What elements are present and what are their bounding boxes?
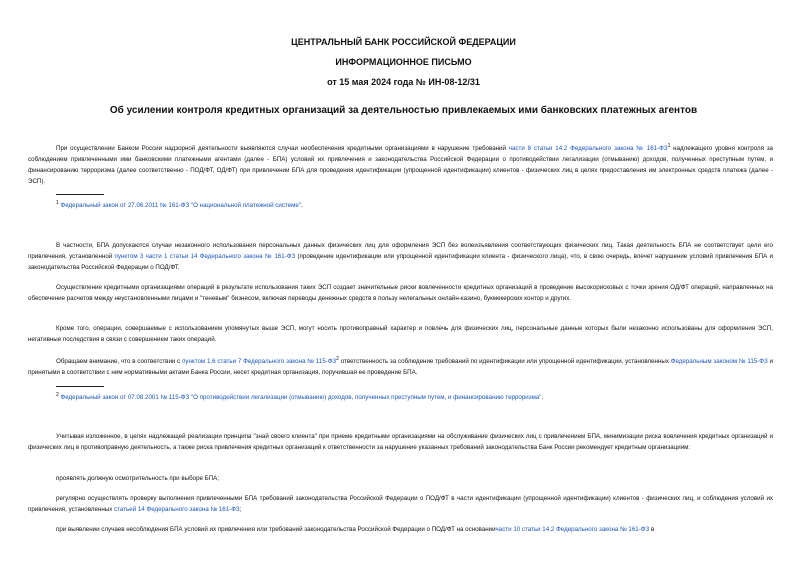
list-item-2-text-a: регулярно осуществлять проверку выполнения привлеченными БПА требований законодательства Российской Федерации о ПОД/ФТ в части идентификации (упрощенной идентификации) клиентов - физических лиц, и соблюдения условий их привлечения, установленных — [28, 495, 773, 513]
footnote-separator-2 — [56, 386, 104, 387]
paragraph-3 — [28, 282, 773, 304]
paragraph-5-text-a: Обращаем внимание, что в соответствии с — [56, 358, 183, 366]
footnote-2-marker: 2 — [56, 392, 59, 398]
law-link-161-art14-2-part10[interactable]: части 10 статьи 14.2 Федерального закона № 161-ФЗ — [495, 526, 650, 533]
footnote-1-marker: 1 — [56, 200, 59, 206]
list-item-2 — [28, 493, 773, 515]
paragraph-6-text: Учитывая изложенное, в целях надлежащей реализации принципа "знай своего клиента" при приеме кредитными организациями на обслуживание физических лиц с привлечением БПА, минимизации риска вовлечения кредитных организаций и физических лиц в противоправную деятельность, а также риска привлечения кредитных организаций к ответственности за нарушение указанных требований законодательства Банк России рекомендует кредитным организациям: — [28, 433, 773, 451]
list-item-1 — [28, 473, 773, 484]
paragraph-2 — [28, 240, 773, 273]
footnote-ref-2[interactable]: 2 — [336, 356, 339, 362]
list-item-3 — [28, 524, 773, 535]
footnote-separator-1 — [56, 194, 104, 195]
footnote-2-tail: . — [541, 394, 544, 402]
paragraph-6 — [28, 431, 773, 453]
footnote-2-link[interactable]: Федеральный закон от 07.08.2001 № 115-ФЗ "О противодействии легализации (отмыванию) доходов, полученных преступным путем, и финансированию терроризма" — [60, 394, 542, 402]
footnote-2 — [56, 390, 773, 403]
law-link-161-art14[interactable]: статьей 14 Федерального закона № 161-ФЗ — [114, 506, 240, 513]
bank-name: ЦЕНТРАЛЬНЫЙ БАНК РОССИЙСКОЙ ФЕДЕРАЦИИ — [291, 37, 516, 47]
footnote-1-link[interactable]: Федеральный закон от 27.06.2011 № 161-ФЗ "О национальной платежной системе" — [60, 202, 302, 210]
paragraph-1-text-b: надлежащего уровня контроля за соблюдением привлеченными ими банковскими платежными агентами (далее - БПА) условий их привлечения и законодательства Российской Федерации о противодействии легализации (отмыванию) доходов, полученных преступным путем, и финансированию терроризма (далее соответственно - ПОД/ФТ, ОД/ФТ) при привлечении БПА для проведения идентификации (упрощенной идентификации) клиентов - физических лиц в целях предоставления им электронных средств платежа (далее - ЭСП). — [28, 145, 773, 186]
list-item-1-text: проявлять должную осмотрительность при выборе БПА; — [56, 475, 220, 482]
paragraph-4 — [28, 323, 773, 345]
paragraph-4-text: Кроме того, операции, совершаемые с использованием упомянутых выше ЭСП, могут носить противоправный характер и повлечь для физических лиц, персональные данные которых были незаконно использованы для оформления ЭСП, негативные последствия в связи с совершением таких операций. — [28, 325, 773, 343]
footnote-1 — [56, 198, 773, 211]
document-title: Об усилении контроля кредитных организаций за деятельностью привлекаемых ими банковских платежных агентов — [109, 105, 698, 116]
paragraph-2-text-b: (проведение идентификации или упрощенной идентификации клиента - физического лица), что, в свою очередь, влечет нарушение условий привлечения БПА и законодательства Российской Федерации о ПОД/ФТ. — [28, 253, 773, 271]
paragraph-2-text-a: В частности, БПА допускаются случаи незаконного использования персональных данных физических лиц для оформления ЭСП без волеизъявления соответствующих физических лиц. Такая деятельность БПА не соответствует цели его привлечения, установленной — [28, 242, 773, 260]
document-date: от 15 мая 2024 года № ИН-08-12/31 — [327, 77, 480, 87]
document-type: ИНФОРМАЦИОННОЕ ПИСЬМО — [335, 57, 472, 67]
paragraph-5-text-b: ответственность за соблюдение требований по идентификации или упрощенной идентификации, установленных — [338, 358, 671, 366]
law-link-115-art7-p1-6[interactable]: пунктом 1.6 статьи 7 Федерального закона № 115-ФЗ — [182, 358, 337, 366]
paragraph-1-text-a: При осуществлении Банком России надзорной деятельности выявляются случаи необеспечения кредитными организациями в нарушение требований — [56, 145, 509, 153]
paragraph-1 — [28, 141, 773, 187]
paragraph-5-text-c: и принятыми в соответствии с ним нормативными актами Банка России, несет кредитная организация, поручившая ее проведение БПА. — [28, 358, 774, 377]
list-item-2-text-b: ; — [239, 506, 242, 513]
law-link-161-art14-2-part8[interactable]: части 8 статьи 14.2 Федерального закона № 161-ФЗ — [508, 145, 668, 153]
law-link-115[interactable]: Федеральным законом № 115-ФЗ — [670, 358, 768, 366]
law-link-161-art14-part1-p3[interactable]: пунктом 3 части 1 статьи 14 Федерального закона № 161-ФЗ — [114, 253, 296, 260]
paragraph-5 — [28, 354, 773, 378]
paragraph-3-text: Осуществление кредитными организациями операций в результате использования таких ЭСП создает значительные риски вовлеченности кредитных организаций в проведение высокорисковых с точки зрения ОД/ФТ операций, направленных на обеспечение расчетов между неустановленными лицами и "теневым" бизнесом, включая переводы денежных средств в пользу нелегальных онлайн-казино, букмекерских контор и других. — [28, 284, 773, 302]
list-item-3-text-b: в — [649, 526, 655, 533]
list-item-3-text-a: при выявлении случаев несоблюдения БПА условий их привлечения или требований законодательства Российской Федерации о ПОД/ФТ на основании — [56, 526, 496, 533]
footnote-ref-1[interactable]: 1 — [667, 143, 671, 149]
footnote-1-tail: . — [301, 202, 303, 210]
